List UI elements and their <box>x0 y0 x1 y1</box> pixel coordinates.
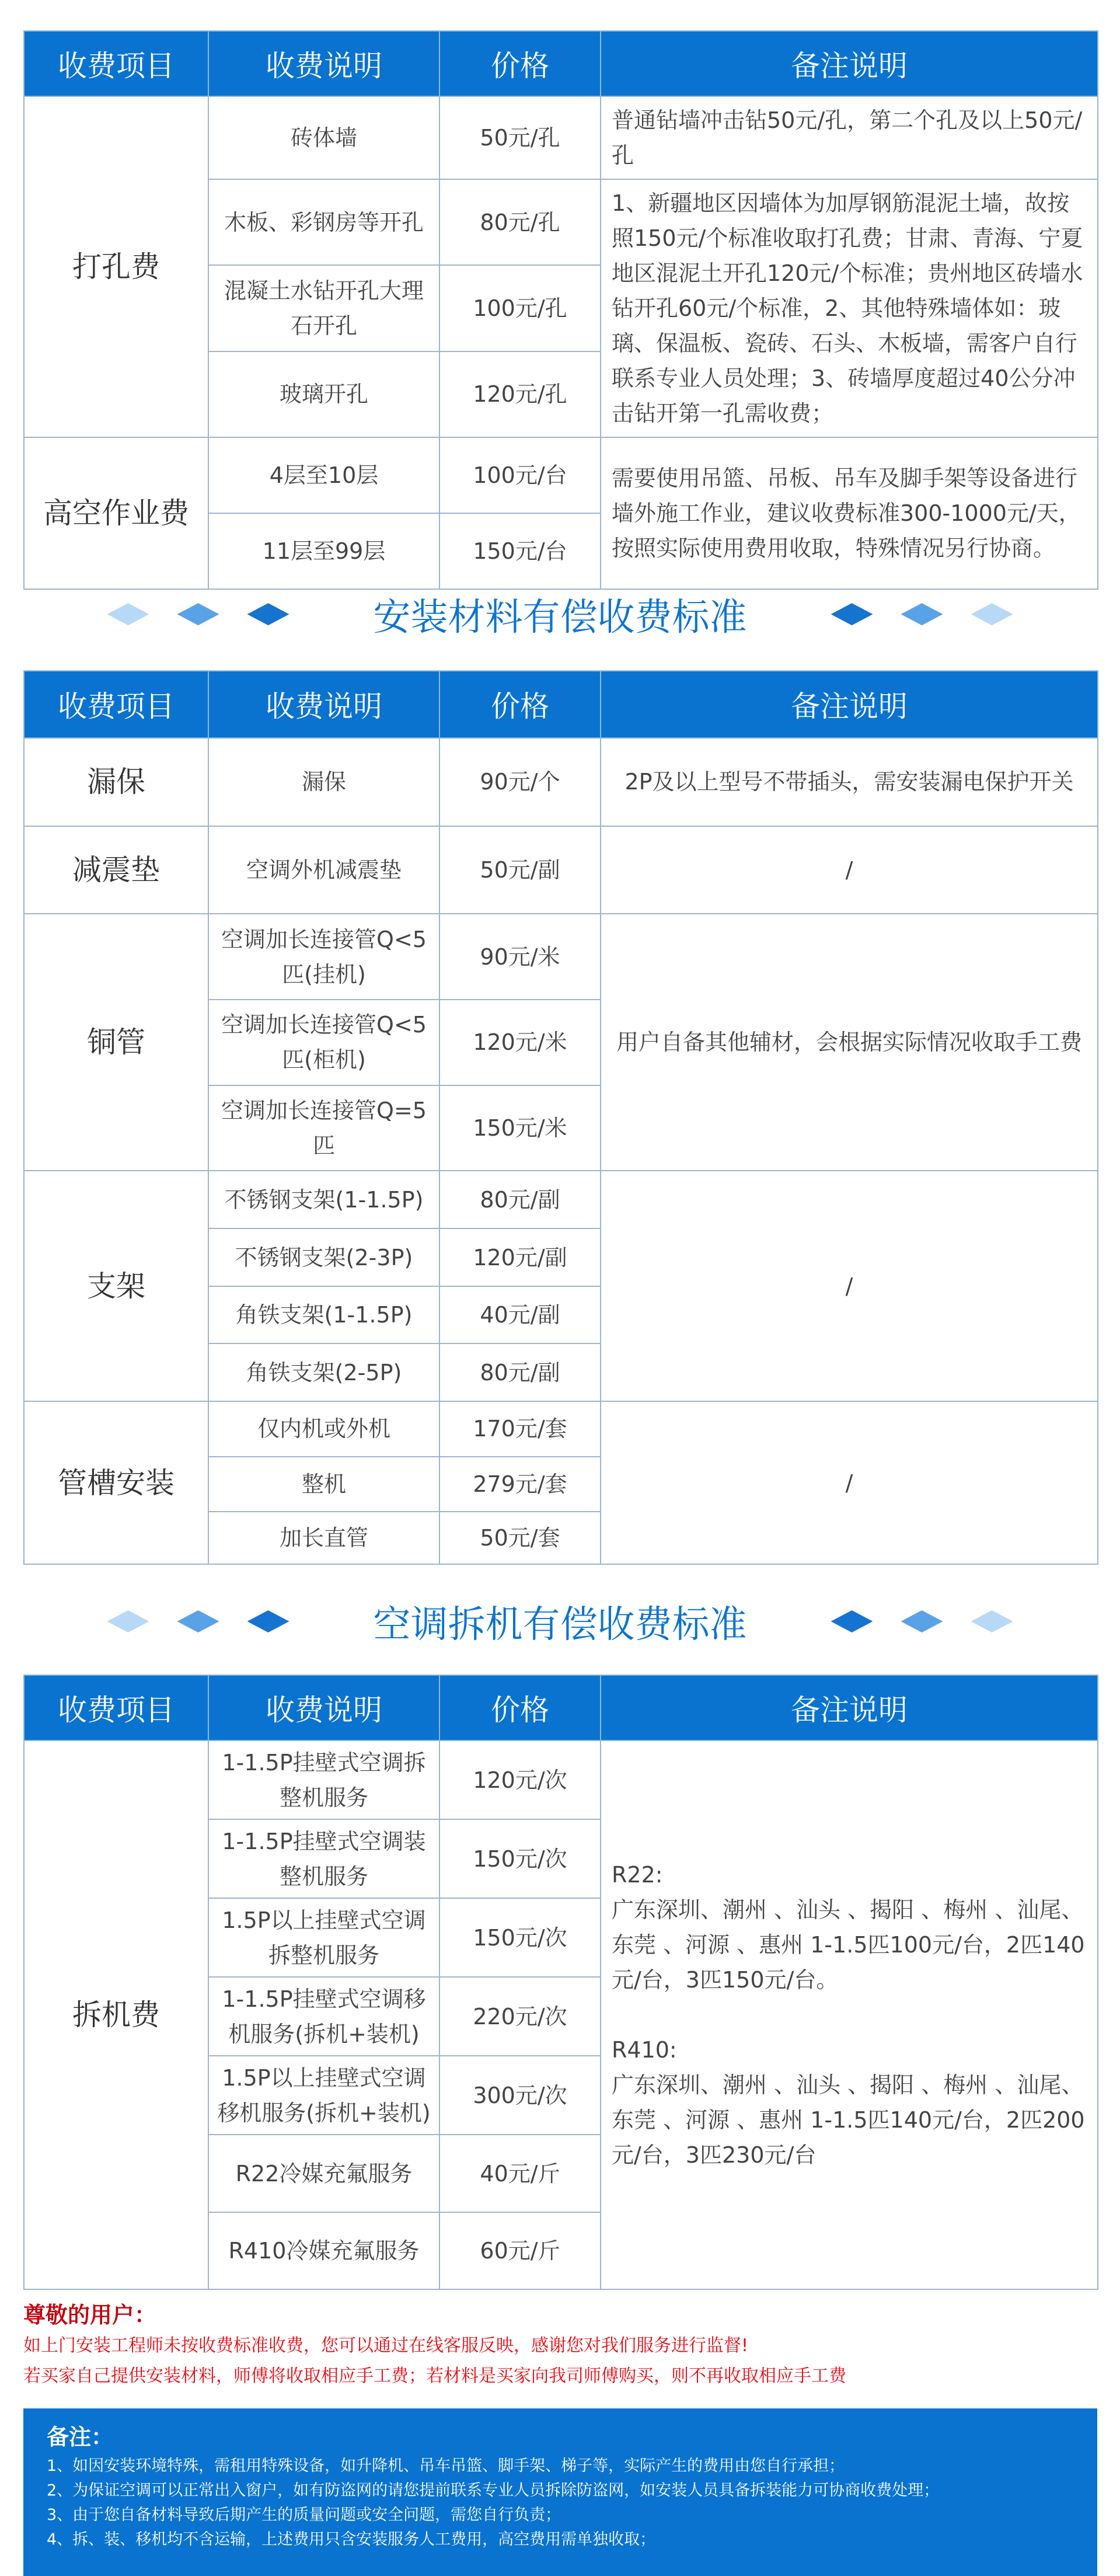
item-cell: 砖体墙 <box>208 96 439 179</box>
header-description: 收费说明 <box>208 1675 439 1740</box>
note-cell: R22: 广东深圳、潮州 、汕头 、揭阳 、梅州 、汕尾、东莞 、河源 、惠州 1-1.5匹100元/台，2匹140元/台，3匹150元/台。 R410: 广东深圳、潮州 、汕头 、揭阳 、梅州 、汕尾、东莞 、河源 、惠州 1-1.5匹140元/台，2匹200元/台，3匹230元/台 <box>601 1740 1098 2289</box>
price-cell: 50元/副 <box>439 826 601 914</box>
price-cell: 300元/次 <box>439 2056 601 2135</box>
table-row <box>24 437 1098 513</box>
price-cell: 120元/副 <box>439 1228 601 1286</box>
note-cell: 1、新疆地区因墙体为加厚钢筋混泥土墙，故按照150元/个标准收取打孔费；甘肃、青海、宁夏地区混泥土开孔120元/个标准；贵州地区砖墙水钻开孔60元/个标准，2、其他特殊墙体如：玻璃、保温板、瓷砖、石头、木板墙，需客户自行联系专业人员处理；3、砖墙厚度超过40公分冲击钻开第一孔需收费； <box>601 179 1098 437</box>
price-cell: 50元/套 <box>439 1512 601 1564</box>
price-cell: 80元/孔 <box>439 179 601 265</box>
item-cell: 木板、彩钢房等开孔 <box>208 179 439 265</box>
section-title-text: 安装材料有偿收费标准 <box>373 596 747 639</box>
item-cell: 漏保 <box>208 738 439 827</box>
diamond-icon <box>971 1610 1013 1632</box>
section-title-dismantle <box>0 1589 1120 1653</box>
note-cell: / <box>601 1171 1098 1401</box>
header-description: 收费说明 <box>208 671 439 738</box>
price-cell: 80元/副 <box>439 1171 601 1228</box>
diamond-icon <box>831 1610 873 1632</box>
category-cell: 支架 <box>24 1171 208 1401</box>
diamond-icon <box>901 1610 943 1632</box>
notice-line: 若买家自己提供安装材料，师傅将收取相应手工费；若材料是买家向我司师傅购买，则不再收取相应手工费 <box>23 2366 846 2386</box>
price-cell: 80元/副 <box>439 1343 601 1401</box>
notes-line: 2、为保证空调可以正常出入窗户，如有防盗网的请您提前联系专业人员拆除防盗网，如安装人员具备拆装能力可协商收费处理； <box>47 2481 940 2500</box>
item-cell: 混凝土水钻开孔大理石开孔 <box>208 265 439 351</box>
notes-line: 4、拆、装、移机均不含运输，上述费用只含安装服务人工费用，高空费用需单独收取； <box>47 2530 656 2549</box>
table-header-row <box>24 671 1098 738</box>
category-cell: 打孔费 <box>24 96 208 437</box>
category-cell: 漏保 <box>24 738 208 827</box>
notes-box <box>23 2408 1097 2576</box>
notice-heading: 尊敬的用户： <box>23 2302 157 2328</box>
item-cell: 空调加长连接管Q<5匹(柜机) <box>208 1000 439 1085</box>
item-cell: 空调加长连接管Q<5匹(挂机) <box>208 914 439 1000</box>
table-header-row <box>24 1675 1098 1740</box>
table-row <box>24 1171 1098 1228</box>
header-category: 收费项目 <box>24 1675 208 1740</box>
item-cell: 1.5P以上挂壁式空调拆整机服务 <box>208 1898 439 1977</box>
notes-line: 3、由于您自备材料导致后期产生的质量问题或安全问题，需您自行负责； <box>47 2506 561 2524</box>
category-cell: 减震垫 <box>24 826 208 914</box>
table-row <box>24 1401 1098 1456</box>
price-cell: 150元/次 <box>439 1898 601 1977</box>
category-cell: 管槽安装 <box>24 1401 208 1564</box>
price-cell: 150元/米 <box>439 1085 601 1171</box>
table-row <box>24 96 1098 179</box>
price-cell: 279元/套 <box>439 1457 601 1512</box>
section-title-text: 空调拆机有偿收费标准 <box>373 1603 747 1646</box>
header-note: 备注说明 <box>601 31 1098 96</box>
item-cell: 不锈钢支架(2-3P) <box>208 1228 439 1286</box>
price-cell: 60元/斤 <box>439 2212 601 2289</box>
price-cell: 90元/米 <box>439 914 601 1000</box>
price-cell: 120元/米 <box>439 1000 601 1085</box>
category-cell: 铜管 <box>24 914 208 1171</box>
price-cell: 50元/孔 <box>439 96 601 179</box>
diamond-icon <box>177 603 219 625</box>
header-note: 备注说明 <box>601 671 1098 738</box>
item-cell: 1-1.5P挂壁式空调拆整机服务 <box>208 1740 439 1819</box>
table-row <box>24 738 1098 827</box>
item-cell: 加长直管 <box>208 1512 439 1564</box>
diamond-icon <box>177 1610 219 1632</box>
price-cell: 90元/个 <box>439 738 601 827</box>
item-cell: 空调加长连接管Q=5匹 <box>208 1085 439 1171</box>
notes-heading: 备注： <box>47 2424 114 2450</box>
item-cell: 空调外机减震垫 <box>208 826 439 914</box>
item-cell: 角铁支架(1-1.5P) <box>208 1286 439 1343</box>
dismantle-fee-table <box>23 1675 1098 2290</box>
category-cell: 高空作业费 <box>24 437 208 589</box>
header-price: 价格 <box>439 671 601 738</box>
note-cell: 需要使用吊篮、吊板、吊车及脚手架等设备进行墙外施工作业，建议收费标准300-1000元/天，按照实际使用费用收取，特殊情况另行协商。 <box>601 437 1098 589</box>
notes-line: 1、如因安装环境特殊，需租用特殊设备，如升降机、吊车吊篮、脚手架、梯子等，实际产生的费用由您自行承担； <box>47 2457 845 2475</box>
note-cell: 2P及以上型号不带插头，需安装漏电保护开关 <box>601 738 1098 827</box>
diamond-icon <box>247 1610 289 1632</box>
note-cell: 用户自备其他辅材，会根据实际情况收取手工费 <box>601 914 1098 1171</box>
price-cell: 150元/台 <box>439 513 601 589</box>
item-cell: 仅内机或外机 <box>208 1401 439 1456</box>
item-cell: 1.5P以上挂壁式空调移机服务(拆机+装机) <box>208 2056 439 2135</box>
category-cell: 拆机费 <box>24 1740 208 2289</box>
item-cell: 不锈钢支架(1-1.5P) <box>208 1171 439 1228</box>
header-price: 价格 <box>439 31 601 96</box>
drilling-fee-table <box>23 30 1098 590</box>
notice-line: 如上门安装工程师未按收费标准收费，您可以通过在线客服反映，感谢您对我们服务进行监督! <box>23 2335 749 2356</box>
price-cell: 170元/套 <box>439 1401 601 1456</box>
item-cell: 1-1.5P挂壁式空调移机服务(拆机+装机) <box>208 1977 439 2056</box>
diamond-icon <box>247 603 289 625</box>
diamond-icon <box>107 1610 149 1632</box>
materials-fee-table <box>23 670 1098 1565</box>
item-cell: 4层至10层 <box>208 437 439 513</box>
header-note: 备注说明 <box>601 1675 1098 1740</box>
section-title-materials <box>0 582 1120 646</box>
note-cell: 普通钻墙冲击钻50元/孔，第二个孔及以上50元/孔 <box>601 96 1098 179</box>
customer-notice <box>23 2299 1097 2391</box>
price-cell: 220元/次 <box>439 1977 601 2056</box>
table-row <box>24 826 1098 914</box>
item-cell: 角铁支架(2-5P) <box>208 1343 439 1401</box>
price-cell: 40元/副 <box>439 1286 601 1343</box>
diamond-icon <box>107 603 149 625</box>
item-cell: 玻璃开孔 <box>208 351 439 437</box>
price-cell: 120元/次 <box>439 1740 601 1819</box>
note-cell: / <box>601 1401 1098 1564</box>
price-cell: 100元/孔 <box>439 265 601 351</box>
price-cell: 120元/孔 <box>439 351 601 437</box>
header-category: 收费项目 <box>24 671 208 738</box>
item-cell: R410冷媒充氟服务 <box>208 2212 439 2289</box>
price-cell: 40元/斤 <box>439 2135 601 2212</box>
diamond-icon <box>971 603 1013 625</box>
table-row <box>24 1740 1098 1819</box>
item-cell: 11层至99层 <box>208 513 439 589</box>
item-cell: R22冷媒充氟服务 <box>208 2135 439 2212</box>
diamond-icon <box>831 603 873 625</box>
table-header-row <box>24 31 1098 96</box>
header-description: 收费说明 <box>208 31 439 96</box>
header-price: 价格 <box>439 1675 601 1740</box>
note-cell: / <box>601 826 1098 914</box>
table-row <box>24 914 1098 1000</box>
diamond-icon <box>901 603 943 625</box>
header-category: 收费项目 <box>24 31 208 96</box>
price-cell: 150元/次 <box>439 1819 601 1898</box>
item-cell: 整机 <box>208 1457 439 1512</box>
price-cell: 100元/台 <box>439 437 601 513</box>
item-cell: 1-1.5P挂壁式空调装整机服务 <box>208 1819 439 1898</box>
